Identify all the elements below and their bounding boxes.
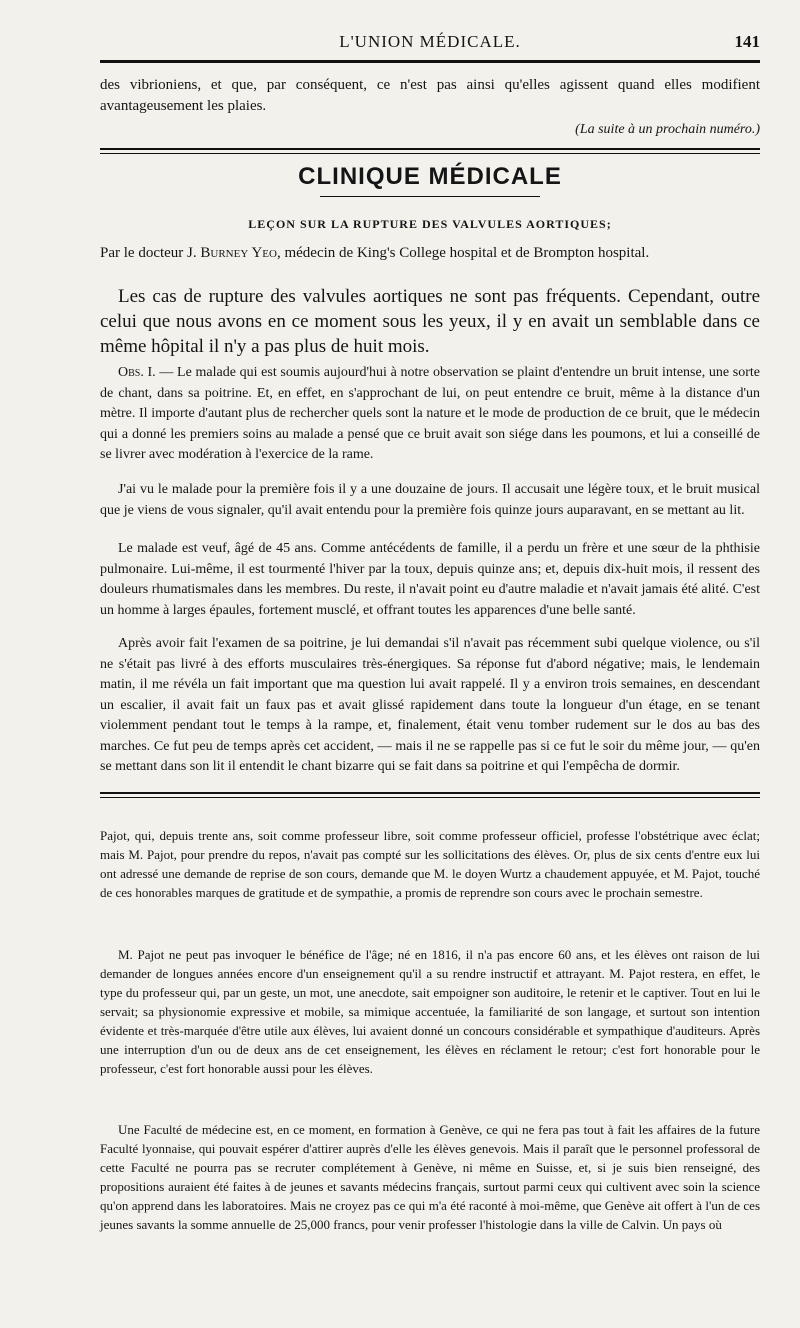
obs-text: — Le malade qui est soumis aujourd'hui à notre observation se plaint d'entendre un bruit intense, une sorte de chant, dans sa poitrine. Et, en effet, en s'approchant de lui, on peut entendre ce bruit, même à la distance d'un mètre. Il importe d'autant plus de rechercher quels sont la nature et le mode de production de ce bruit, que le médecin qui a donné les premiers soins au malade a pensé que ce bruit avait son siége dans les poumons, et lui a conseillé de se livrer avec modération à l'exercice de la rame. [100,365,760,462]
feuilleton-paragraph-1: Pajot, qui, depuis trente ans, soit comme professeur libre, soit comme professeur officiel, professe l'obstétrique avec éclat; mais M. Pajot, pour prendre du repos, n'avait pas compté sur les sollicitations des élèves. Or, plus de six cents d'entre eux lui ont adressé une demande de reprise de son cours, demande que M. le doyen Wurtz a chaudement appuyée, et M. Pajot, touché de ces honorables marques de gratitude et de sympathie, a promis de reprendre son cours avec le prochain semestre. [100,828,760,900]
feuilleton-rule-top [100,792,760,794]
intro-paragraph: des vibrioniens, et que, par conséquent, ce n'est pas ainsi qu'elles agissent quand elles modifient avantageusement les plaies. [100,77,760,114]
feuilleton-paragraph-2: M. Pajot ne peut pas invoquer le bénéfice de l'âge; né en 1816, il n'a pas encore 60 ans, et les élèves ont raison de lui demander de longues années encore d'un enseignement qu'il a su rendre instructif et attrayant. M. Pajot restera, en effet, le type du professeur qui, par un geste, un mot, une anecdote, sait empoigner son auditoire, le retenir et le captiver. Tout en lui le servait; sa physionomie expressive et mobile, sa mimique accentuée, la familiarité de son langage, et surtout son intention évidente et très-marquée d'être utile aux élèves, lui avaient donné un concours considérable et sympathique d'auditeurs. Après une interruption d'un ou de deux ans de cet enseignement, les élèves en réclament le retour; c'est fort honorable pour le professeur, c'est fort honorable aussi pour les élèves. [100,947,760,1076]
running-header [100,32,760,56]
feuilleton-paragraph-3: Une Faculté de médecine est, en ce moment, en formation à Genève, ce qui ne fera pas tout à fait les affaires de la future Faculté lyonnaise, qui pouvait espérer d'attirer auprès d'elle les élèves genevois. Mais il paraît que le personnel professoral de cette Faculté ne pourra pas se recruter complétement à Genève, ni même en Suisse, et, si je suis bien renseigné, des propositions auraient été faites à de jeunes et savants médecins français, surtout parmi ceux qui cultivent avec soin la science qu'on apprend dans les laboratoires. Mais ne croyez pas ce qui m'a été raconté à moi-même, que Genève ait offert à l'un de ces jeunes savants la somme annuelle de 25,000 francs, pour venir professer l'histologie dans la ville de Calvin. Un pays où [100,1122,760,1232]
article-paragraph-4: Après avoir fait l'examen de sa poitrine, je lui demandai s'il n'avait pas récemment subi quelque violence, ou s'il ne s'était pas livré à des efforts musculaires très-énergiques. Sa réponse fut d'abord négative; mais, le lendemain matin, il me révéla un fait important que ma question lui avait rappelé. Il y a environ trois semaines, en descendant un escalier, il avait fait un faux pas et avait glissé rapidement dans toute la longueur d'un étage, en se tenant violemment pendant tout le temps à la rampe, et, finalement, était venu tomber rudement sur le dos au bas des marches. Ce fut peu de temps après cet accident, — mais il ne se rappelle pas si ce fut le soir du même jour, — qu'en se mettant dans son lit il entendit le chant bizarre qui se fait dans sa poitrine et qui l'empêcha de dormir. [100,636,760,774]
lecon-title: LEÇON SUR LA RUPTURE DES VALVULES AORTIQUES; [248,217,612,231]
header-rule [100,60,760,63]
section-title: CLINIQUE MÉDICALE [298,163,562,190]
section-rule-thin [100,153,760,154]
author-name: Burney Yeo [200,245,277,261]
continuation-note: (La suite à un prochain numéro.) [575,122,760,137]
lead-paragraph: Les cas de rupture des valvules aortiques ne sont pas fréquents. Cependant, outre celui que nous avons en ce moment sous les yeux, il y en avait un semblable dans ce même hôpital il n'y a pas plus de huit mois. [100,286,760,357]
article-paragraph-3: Le malade est veuf, âgé de 45 ans. Comme antécédents de famille, il a perdu un frère et une sœur de la phthisie pulmonaire. Lui-même, il est tourmenté l'hiver par la toux, depuis quinze ans; et, depuis dix-huit mois, il ressent des douleurs rhumatismales dans les membres. Du reste, il n'avait point eu d'autre maladie et n'avait jamais été alité. C'est un homme à larges épaules, fortement musclé, et offrant toutes les apparences d'une belle santé. [100,541,760,618]
journal-title: L'UNION MÉDICALE. [339,32,521,51]
observation-paragraph [100,363,760,466]
title-underline [320,196,540,197]
author-byline [100,245,760,262]
feuilleton-rule-thin [100,797,760,798]
article-paragraph-2: J'ai vu le malade pour la première fois il y a une douzaine de jours. Il accusait une légère toux, et le bruit musical que je viens de vous signaler, qu'il avait entendu pour la première fois quinze jours auparavant, en se mettant au lit. [100,482,760,518]
obs-label: Obs. I. [118,365,156,380]
section-rule-top [100,148,760,150]
page-number: 141 [734,32,760,51]
byline-prefix: Par le docteur J. [100,245,197,261]
byline-suffix: , médecin de King's College hospital et de Brompton hospital. [276,245,650,261]
